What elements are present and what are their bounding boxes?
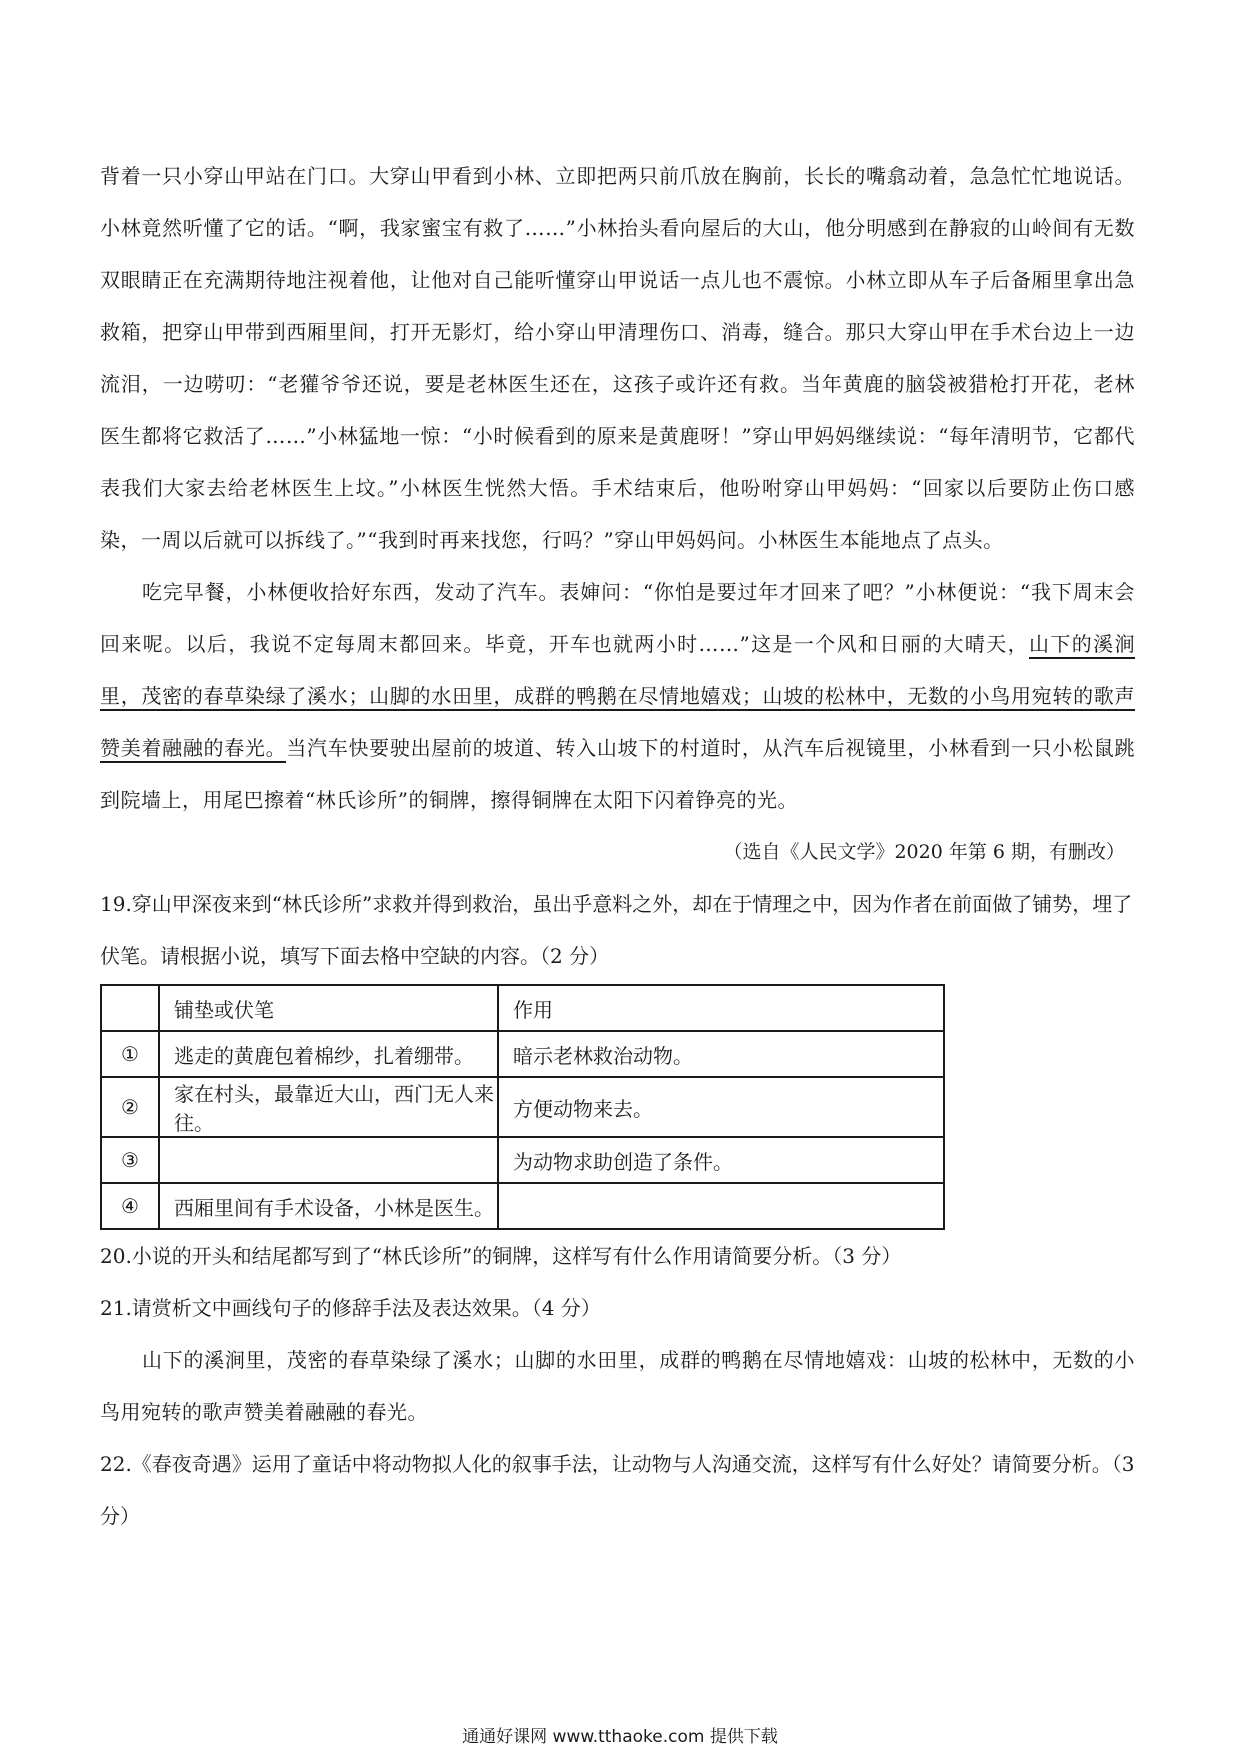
table-row [101,1137,944,1183]
passage-paragraph-1: 背着一只小穿山甲站在门口。大穿山甲看到小林、立即把两只前爪放在胸前，长长的嘴翕动着，急急忙忙地说话。小林竟然听懂了它的话。“啊，我家蜜宝有救了……”小林抬头看向屋后的大山，他分明感到在静寂的山岭间有无数双眼睛正在充满期待地注视着他，让他对自己能听懂穿山甲说话一点儿也不震惊。小林立即从车子后备厢里拿出急救箱，把穿山甲带到西厢里间，打开无影灯，给小穿山甲清理伤口、消毒，缝合。那只大穿山甲在手术台边上一边流泪，一边唠叨：“老獾爷爷还说，要是老林医生还在，这孩子或许还有救。当年黄鹿的脑袋被猎枪打开花，老林医生都将它救活了……”小林猛地一惊：“小时候看到的原来是黄鹿呀！”穿山甲妈妈继续说：“每年清明节，它都代表我们大家去给老林医生上坟。”小林医生恍然大悟。手术结束后，他吩咐穿山甲妈妈：“回家以后要防止伤口感染，一周以后就可以拆线了。”“我到时再来找您，行吗？”穿山甲妈妈问。小林医生本能地点了点头。 [100,164,1135,552]
underlined-sentence: 山下的溪涧里，茂密的春草染绿了溪水；山脚的水田里，成群的鸭鹅在尽情地嬉戏；山坡的松林中，无数的小鸟用宛转的歌声赞美着融融的春光。 [100,632,1135,763]
table-cell-setup-blank[interactable] [159,1137,498,1183]
table-cell-setup: 家在村头，最靠近大山，西门无人来往。 [159,1077,498,1137]
passage-paragraph-2 [100,566,1135,826]
passage-paragraph-2-start: 吃完早餐，小林便收拾好东西，发动了汽车。表婶问：“你怕是要过年才回来了吧？”小林便说：“我下周末会回来呢。以后，我说不定每周末都回来。毕竟，开车也就两小时……”这是一个风和日丽的大晴天， [100,580,1135,656]
answer-table [100,984,945,1230]
table-cell-effect-blank[interactable] [498,1183,944,1229]
question-21-quote: 山下的溪涧里，茂密的春草染绿了溪水；山脚的水田里，成群的鸭鹅在尽情地嬉戏：山坡的松林中，无数的小鸟用宛转的歌声赞美着融融的春光。 [100,1348,1135,1424]
table-cell-effect: 暗示老林救治动物。 [498,1031,944,1077]
table-cell-num: ④ [101,1183,159,1229]
table-cell-num: ① [101,1031,159,1077]
source-citation: （选自《人民文学》2020 年第 6 期，有删改） [723,841,1125,863]
table-header-col2: 作用 [498,985,944,1031]
page-footer: 通通好课网 www.tthaoke.com 提供下载 [462,1727,778,1747]
question-20: 20.小说的开头和结尾都写到了“林氏诊所”的铜牌，这样写有什么作用请简要分析。（3 分） [100,1244,902,1268]
table-row [101,1031,944,1077]
table-row [101,1077,944,1137]
table-cell-effect: 方便动物来去。 [498,1077,944,1137]
table-header-row [101,985,944,1031]
table-cell-setup: 逃走的黄鹿包着棉纱，扎着绷带。 [159,1031,498,1077]
table-header-col1: 铺垫或伏笔 [159,985,498,1031]
table-row [101,1183,944,1229]
document-page [100,150,1135,1542]
table-cell-num: ③ [101,1137,159,1183]
question-19: 19.穿山甲深夜来到“林氏诊所”求救并得到救治，虽出乎意料之外，却在于情理之中，因为作者在前面做了铺势，埋了伏笔。请根据小说，填写下面去格中空缺的内容。（2 分） [100,892,1133,968]
table-header-num [101,985,159,1031]
table-cell-num: ② [101,1077,159,1137]
passage-paragraph-2-end: 当汽车快要驶出屋前的坡道、转入山坡下的村道时，从汽车后视镜里，小林看到一只小松鼠跳到院墙上，用尾巴擦着“林氏诊所”的铜牌，擦得铜牌在太阳下闪着铮亮的光。 [100,736,1136,812]
table-cell-setup: 西厢里间有手术设备，小林是医生。 [159,1183,498,1229]
table-cell-effect: 为动物求助创造了条件。 [498,1137,944,1183]
question-21: 21.请赏析文中画线句子的修辞手法及表达效果。（4 分） [100,1296,601,1320]
question-22: 22.《春夜奇遇》运用了童话中将动物拟人化的叙事手法，让动物与人沟通交流，这样写有什么好处？请简要分析。（3 分） [100,1452,1135,1528]
